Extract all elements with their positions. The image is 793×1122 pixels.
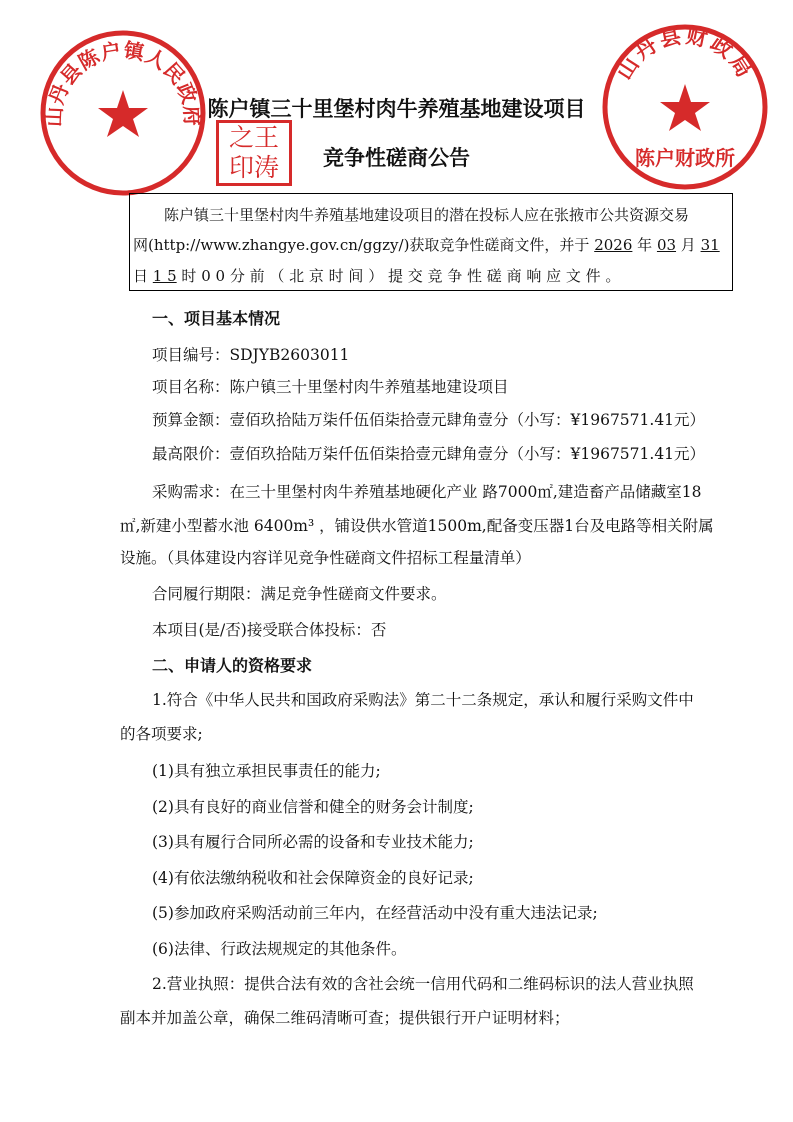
notice-line-1: 陈户镇三十里堡村肉牛养殖基地建设项目的潜在投标人应在张掖市公共资源交易 [164,206,690,224]
svg-text:陈户财政所: 陈户财政所 [635,146,735,170]
document-title: 陈户镇三十里堡村肉牛养殖基地建设项目 [207,97,586,121]
deadline-hour: 1 5 [152,267,177,285]
contract-period: 合同履行期限：满足竞争性磋商文件要求。 [152,585,447,603]
project-number: 项目编号：SDJYB2603011 [152,346,350,364]
procurement-need-line-3: 设施。（具体建设内容详见竞争性磋商文件招标工程量清单） [120,549,531,567]
section-heading-1: 一、项目基本情况 [152,309,281,328]
project-name: 项目名称：陈户镇三十里堡村肉牛养殖基地建设项目 [152,378,509,396]
deadline-day: 31 [700,236,720,254]
requirement-item: (5)参加政府采购活动前三年内，在经营活动中没有重大违法记录; [152,904,598,922]
procurement-need-line-2: ㎡,新建小型蓄水池 6400m³ ，铺设供水管道1500m,配备变压器1台及电路等相关附属 [120,517,714,535]
requirement-1-line-1: 1.符合《中华人民共和国政府采购法》第二十二条规定，承认和履行采购文件中 [152,691,694,709]
notice-line-3: 日 1 5 时 0 0 分 前 （ 北 京 时 间 ） 提 交 竞 争 性 磋 商 响 应 文 件 。 [133,267,621,285]
requirement-1-line-2: 的各项要求; [120,725,203,743]
requirement-item: (4)有依法缴纳税收和社会保障资金的良好记录; [152,869,474,887]
requirement-item: (3)具有履行合同所必需的设备和专业技术能力; [152,833,474,851]
requirement-item: (1)具有独立承担民事责任的能力; [152,762,381,780]
svg-text:山丹县陈户镇人民政府: 山丹县陈户镇人民政府 [41,37,205,128]
max-price: 最高限价：壹佰玖拾陆万柒仟伍佰柒拾壹元肆角壹分（小写：¥1967571.41元） [152,445,706,463]
requirement-item: (6)法律、行政法规规定的其他条件。 [152,940,407,958]
consortium-bid: 本项目(是/否)接受联合体投标：否 [152,621,387,639]
budget-amount: 预算金额：壹佰玖拾陆万柒仟伍佰柒拾壹元肆角壹分（小写：¥1967571.41元） [152,411,706,429]
deadline-month: 03 [656,236,677,254]
procurement-need-line-1: 采购需求：在三十里堡村肉牛养殖基地硬化产业 路7000㎡,建造畜产品储藏室18 [152,483,702,501]
notice-box [129,193,733,291]
requirement-2-line-2: 副本并加盖公章，确保二维码清晰可查；提供银行开户证明材料； [120,1009,570,1027]
document-subtitle: 竞争性磋商公告 [323,146,470,170]
requirement-2-line-1: 2.营业执照：提供合法有效的含社会统一信用代码和二维码标识的法人营业执照 [152,975,694,993]
notice-line-2: 网(http://www.zhangye.gov.cn/ggzy/)获取竞争性磋商文件，并于 2026 年 03 月 31 [133,236,720,254]
requirement-item: (2)具有良好的商业信誉和健全的财务会计制度; [152,798,474,816]
deadline-year: 2026 [594,236,633,254]
personal-signature-seal: 之王 印涛 [216,120,292,186]
section-heading-2: 二、申请人的资格要求 [152,656,313,675]
svg-text:山丹县财政局: 山丹县财政局 [611,23,759,84]
